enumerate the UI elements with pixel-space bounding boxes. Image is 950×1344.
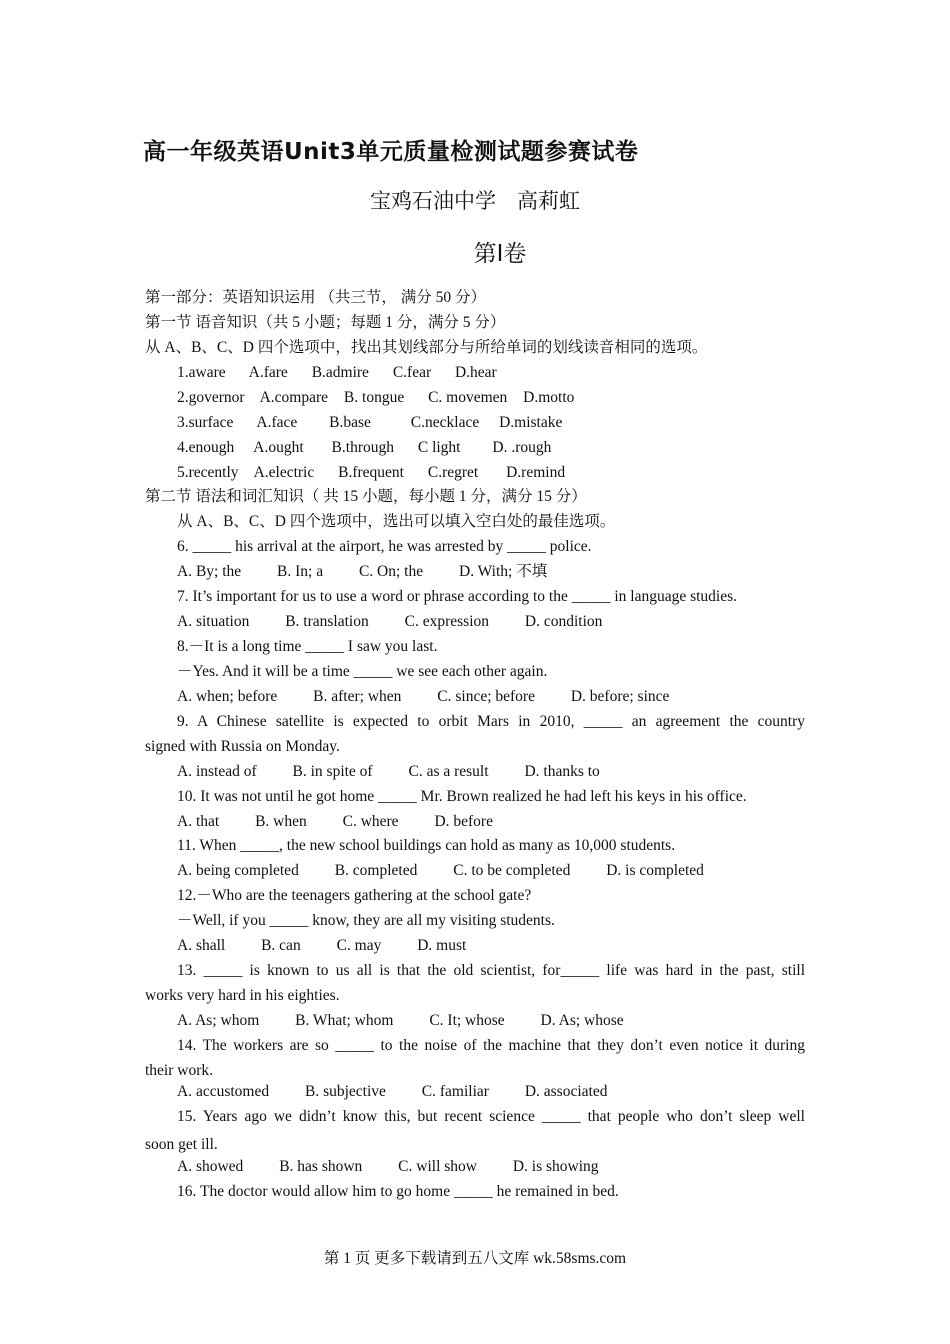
option: D. With; 不填 xyxy=(459,563,548,580)
question-11: 11. When _____, the new school buildings can hold as many as 10,000 students. xyxy=(177,837,676,854)
option: C. It; whose xyxy=(429,1012,505,1029)
option: C. where xyxy=(342,813,399,830)
option: D. must xyxy=(417,937,467,954)
question-9: 9. A Chinese satellite is expected to orbit Mars in 2010, _____ an agreement the country xyxy=(177,713,805,730)
option: C. familiar xyxy=(421,1083,489,1100)
option: A.ought xyxy=(253,439,304,456)
question-12-reply: －Well, if you _____ know, they are all my visiting students. xyxy=(177,912,555,929)
option: D. associated xyxy=(524,1083,608,1100)
option: B. What; whom xyxy=(295,1012,394,1029)
option: D.motto xyxy=(523,389,575,406)
question-9-cont: signed with Russia on Monday. xyxy=(145,738,340,755)
question-word: 3.surface xyxy=(177,414,234,431)
exam-title: 高一年级英语Unit3单元质量检测试题参赛试卷 xyxy=(143,139,639,165)
option: C. as a result xyxy=(408,763,489,780)
question-8-reply: －Yes. And it will be a time _____ we see each other again. xyxy=(177,663,548,680)
section1-heading: 第一节 语音知识（共 5 小题；每题 1 分，满分 5 分） xyxy=(145,314,506,331)
option: D. before; since xyxy=(570,688,670,705)
option: A. By; the xyxy=(177,563,242,580)
question-word: 4.enough xyxy=(177,439,235,456)
option: C.regret xyxy=(427,464,479,481)
phonetics-row xyxy=(177,363,517,383)
option: D. is showing xyxy=(512,1158,599,1175)
question-14: 14. The workers are so _____ to the noise of the machine that they don’t even notice it during xyxy=(177,1037,805,1054)
option: A. showed xyxy=(177,1158,244,1175)
author-line: 宝鸡石油中学 高莉虹 xyxy=(370,189,580,213)
option: C. expression xyxy=(404,613,490,630)
question-12: 12.－Who are the teenagers gathering at the school gate? xyxy=(177,887,532,904)
option: C.necklace xyxy=(410,414,480,431)
option: A. instead of xyxy=(177,763,257,780)
options-row xyxy=(177,861,736,881)
option: A. when; before xyxy=(177,688,278,705)
option: B. tongue xyxy=(343,389,405,406)
section2-instruction: 从 A、B、C、D 四个选项中，选出可以填入空白处的最佳选项。 xyxy=(177,513,616,530)
option: C light xyxy=(417,439,461,456)
option: B.admire xyxy=(311,364,369,381)
option: D. .rough xyxy=(492,439,552,456)
options-row xyxy=(177,936,498,956)
phonetics-row xyxy=(177,413,582,433)
option: B. after; when xyxy=(313,688,402,705)
options-row xyxy=(177,1011,656,1031)
option: B. has shown xyxy=(279,1158,363,1175)
question-8: 8.－It is a long time _____ I saw you last. xyxy=(177,638,438,655)
question-14-cont: their work. xyxy=(145,1062,214,1079)
option: D.mistake xyxy=(499,414,563,431)
option: A. accustomed xyxy=(177,1083,270,1100)
question-word: 1.aware xyxy=(177,364,226,381)
page-footer: 第 1 页 更多下载请到五八文库 wk.58sms.com xyxy=(323,1250,627,1267)
question-10: 10. It was not until he got home _____ Mr. Brown realized he had left his keys in his office. xyxy=(177,788,747,805)
question-15: 15. Years ago we didn’t know this, but recent science _____ that people who don’t sleep well xyxy=(177,1108,805,1125)
option: C. On; the xyxy=(358,563,424,580)
option: B. translation xyxy=(285,613,369,630)
volume-heading: 第Ⅰ卷 xyxy=(473,241,527,267)
question-6: 6. _____ his arrival at the airport, he was arrested by _____ police. xyxy=(177,538,592,555)
option: B. completed xyxy=(334,862,418,879)
section1-instruction: 从 A、B、C、D 四个选项中，找出其划线部分与所给单词的划线读音相同的选项。 xyxy=(145,339,708,356)
option: B.base xyxy=(329,414,371,431)
option: C. since; before xyxy=(437,688,535,705)
option: A. that xyxy=(177,813,220,830)
option: B. in spite of xyxy=(292,763,373,780)
part1-heading: 第一部分：英语知识运用 （共三节， 满分 50 分） xyxy=(145,289,487,306)
option: D. thanks to xyxy=(524,763,600,780)
option: D.hear xyxy=(454,364,497,381)
option: D. is completed xyxy=(606,862,704,879)
question-15-cont: soon get ill. xyxy=(145,1136,218,1153)
option: A. situation xyxy=(177,613,250,630)
phonetics-row xyxy=(177,463,585,483)
option: B.frequent xyxy=(338,464,404,481)
options-row xyxy=(177,612,634,632)
options-row xyxy=(177,1082,639,1102)
options-row xyxy=(177,762,632,782)
option: A.electric xyxy=(253,464,315,481)
options-row xyxy=(177,687,701,707)
option: D. before xyxy=(434,813,493,830)
option: B. can xyxy=(261,937,301,954)
option: B. In; a xyxy=(277,563,324,580)
options-row xyxy=(177,1157,631,1177)
option: A. being completed xyxy=(177,862,299,879)
option: C.fear xyxy=(392,364,432,381)
question-16: 16. The doctor would allow him to go home _____ he remained in bed. xyxy=(177,1183,619,1200)
question-13-cont: works very hard in his eighties. xyxy=(145,987,340,1004)
phonetics-row xyxy=(177,388,594,408)
option: A. shall xyxy=(177,937,226,954)
option: C. may xyxy=(336,937,382,954)
options-row xyxy=(177,562,579,582)
options-row xyxy=(177,812,525,832)
option: B. when xyxy=(255,813,307,830)
section2-heading: 第二节 语法和词汇知识（ 共 15 小题，每小题 1 分，满分 15 分） xyxy=(145,488,587,505)
question-word: 5.recently xyxy=(177,464,239,481)
option: D.remind xyxy=(506,464,566,481)
question-13: 13. _____ is known to us all is that the old scientist, for_____ life was hard in the past, still xyxy=(177,962,805,979)
question-word: 2.governor xyxy=(177,389,245,406)
option: A.fare xyxy=(248,364,288,381)
option: A.compare xyxy=(259,389,329,406)
option: C. to be completed xyxy=(453,862,571,879)
option: C. movemen xyxy=(428,389,508,406)
question-7: 7. It’s important for us to use a word or phrase according to the _____ in language studies. xyxy=(177,588,738,605)
option: D. As; whose xyxy=(540,1012,624,1029)
option: C. will show xyxy=(398,1158,477,1175)
option: A.face xyxy=(256,414,298,431)
option: B. subjective xyxy=(304,1083,386,1100)
option: D. condition xyxy=(524,613,603,630)
phonetics-row xyxy=(177,438,571,458)
option: B.through xyxy=(331,439,394,456)
option: A. As; whom xyxy=(177,1012,260,1029)
